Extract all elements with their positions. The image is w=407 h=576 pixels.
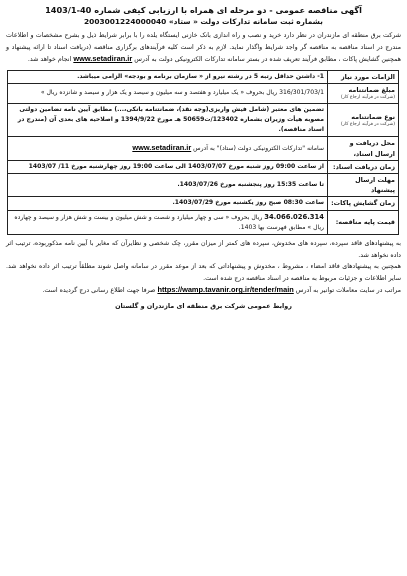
base-price-value: 34.066.026.314 ریال بحروف « سی و چهار میلیارد و شصت و شش میلیون و بیست و شش هزار و سیصد و چهارده ریال » مطابق فهرست بها 1403.: [8, 210, 328, 234]
notice-subtitle: بشماره ثبت سامانه تدارکات دولت « ستاد» 2003001224000040: [84, 17, 323, 26]
guarantee-amount-value: 316/301/703/1 ریال بحروف « یک میلیارد و هفتصد و سه میلیون و سیصد و یک هزار و سیصد و شانزده ریال »: [8, 83, 328, 103]
row-label-note: (شرکت در فرآیند ارجاع کار): [340, 121, 395, 127]
tender-notice: [6, 4, 401, 310]
intro-text: شرکت برق منطقه ای مازندران در نظر دارد خرید و نصب و راه اندازی بانک خازنی ایستگاه یلده را با برابر شرایط ذیل و بشرح مشخصات و اطلاعات مندرج در اسناد مناقصه به مناقصه گر واجد شرایط واگذار نماید. لازم به ذکر است کلیه فرآیندهای برگزاری مناقصه (دریافت اسناد تا ارائه پیشنهاد و همچنین گشایش پاکات ، مطابق فرآیند تعریف شده در بستر سامانه تدارکات الکترونیکی دولت به آدرس: [6, 32, 401, 64]
setadiran-table-link[interactable]: www.setadiran.ir: [132, 142, 192, 152]
signature: روابط عمومی شرکت برق منطقه ای مازندران و گلستان: [115, 301, 292, 310]
row-label: نوع ضمانتنامه (شرکت در فرآیند ارجاع کار): [328, 103, 399, 137]
tavanir-note: مراتب در سایت معاملات توانیر به آدرس https://wamp.tavanir.org.ir/tender/main صرفا جهت اطلاع رسانی درج گردیده است.: [42, 285, 401, 295]
row-label: زمان گشایش پاکات:: [328, 197, 399, 210]
table-row: [8, 210, 399, 234]
table-row: [8, 103, 399, 137]
requirements-value: 1- داشتن حداقل رتبه 5 در رشته نیرو از « سازمان برنامه و بودجه» الزامی میباشد.: [8, 70, 328, 83]
document-receipt-time-value: از ساعت 09:00 روز شنبه مورخ 1403/07/07 الی ساعت 19:00 روز چهارشنبه مورخ 11/ 1403/07: [8, 160, 328, 173]
tender-details-table: [7, 70, 399, 235]
row-label: الزامات مورد نیاز: [328, 70, 399, 83]
paragraph-deposits: به پیشنهادهای فاقد سپرده، سپرده های مخدوش، سپرده های کمتر از میزان مقرر، چک شخصی و نظایرآن که مغایر با آیین نامه مذکوربوده، ترتیب اثر داده نخواهد شد.: [6, 239, 401, 259]
table-row: [8, 173, 399, 196]
row-label: محل دریافت و ارسال اسناد،: [328, 137, 399, 160]
documents-location-value: سامانه "تدارکات الکترونیکی دولت (ستاد)" به آدرس www.setadiran.ir: [8, 137, 328, 160]
table-row: [8, 160, 399, 173]
table-row: [8, 83, 399, 103]
paragraph-conditions: همچنین به پیشنهادهای فاقد امضاء ، مشروط ، مخدوش و پیشنهاداتی که بعد از موعد مقرر در سامانه واصل شوند مطلقاً ترتیب اثر داده نخواهد شد. سایر اطلاعات و جزئیات مربوط به مناقصه در اسناد مناقصه درج شده است.: [6, 263, 401, 282]
opening-time-value: ساعت 08:30 صبح روز یکشنبه مورخ 1403/07/29.: [8, 197, 328, 210]
notice-title: آگهی مناقصه عمومی - دو مرحله ای همراه با ارزیابی کیفی شماره 40-1403/1: [45, 5, 362, 15]
row-label: زمان دریافت اسناد:: [328, 160, 399, 173]
row-label: مهلت ارسال پیشنهاد: [328, 173, 399, 196]
table-row: [8, 197, 399, 210]
tavanir-link[interactable]: https://wamp.tavanir.org.ir/tender/main: [157, 285, 294, 295]
row-label: قیمت پایه مناقصه:: [328, 210, 399, 234]
table-row: [8, 137, 399, 160]
base-price-amount: 34.066.026.314: [264, 212, 324, 221]
row-label: مبلغ ضمانتنامه (شرکت در فرآیند ارجاع کار): [328, 83, 399, 103]
row-label-note: (شرکت در فرآیند ارجاع کار): [340, 95, 395, 101]
table-row: [8, 70, 399, 83]
intro-text-end: انجام خواهد شد.: [27, 56, 72, 64]
guarantee-type-value: تضمین های معتبر (شامل فیش واریزی(وجه نقد)، ضمانتنامه بانکی،...) مطابق آیین نامه تضامین دولتی مصوبه هیأت وزیران بشماره 123402/ت50659 هـ مورخ 1394/9/22 و اصلاحیه های بعدی آن (مندرج در اسناد مناقصه).: [8, 103, 328, 137]
setadiran-link[interactable]: www.setadiran.ir: [73, 54, 133, 64]
intro-paragraph: [6, 30, 401, 66]
submission-deadline-value: تا ساعت 15:35 روز پنجشنبه مورخ 1403/07/26.: [8, 173, 328, 196]
